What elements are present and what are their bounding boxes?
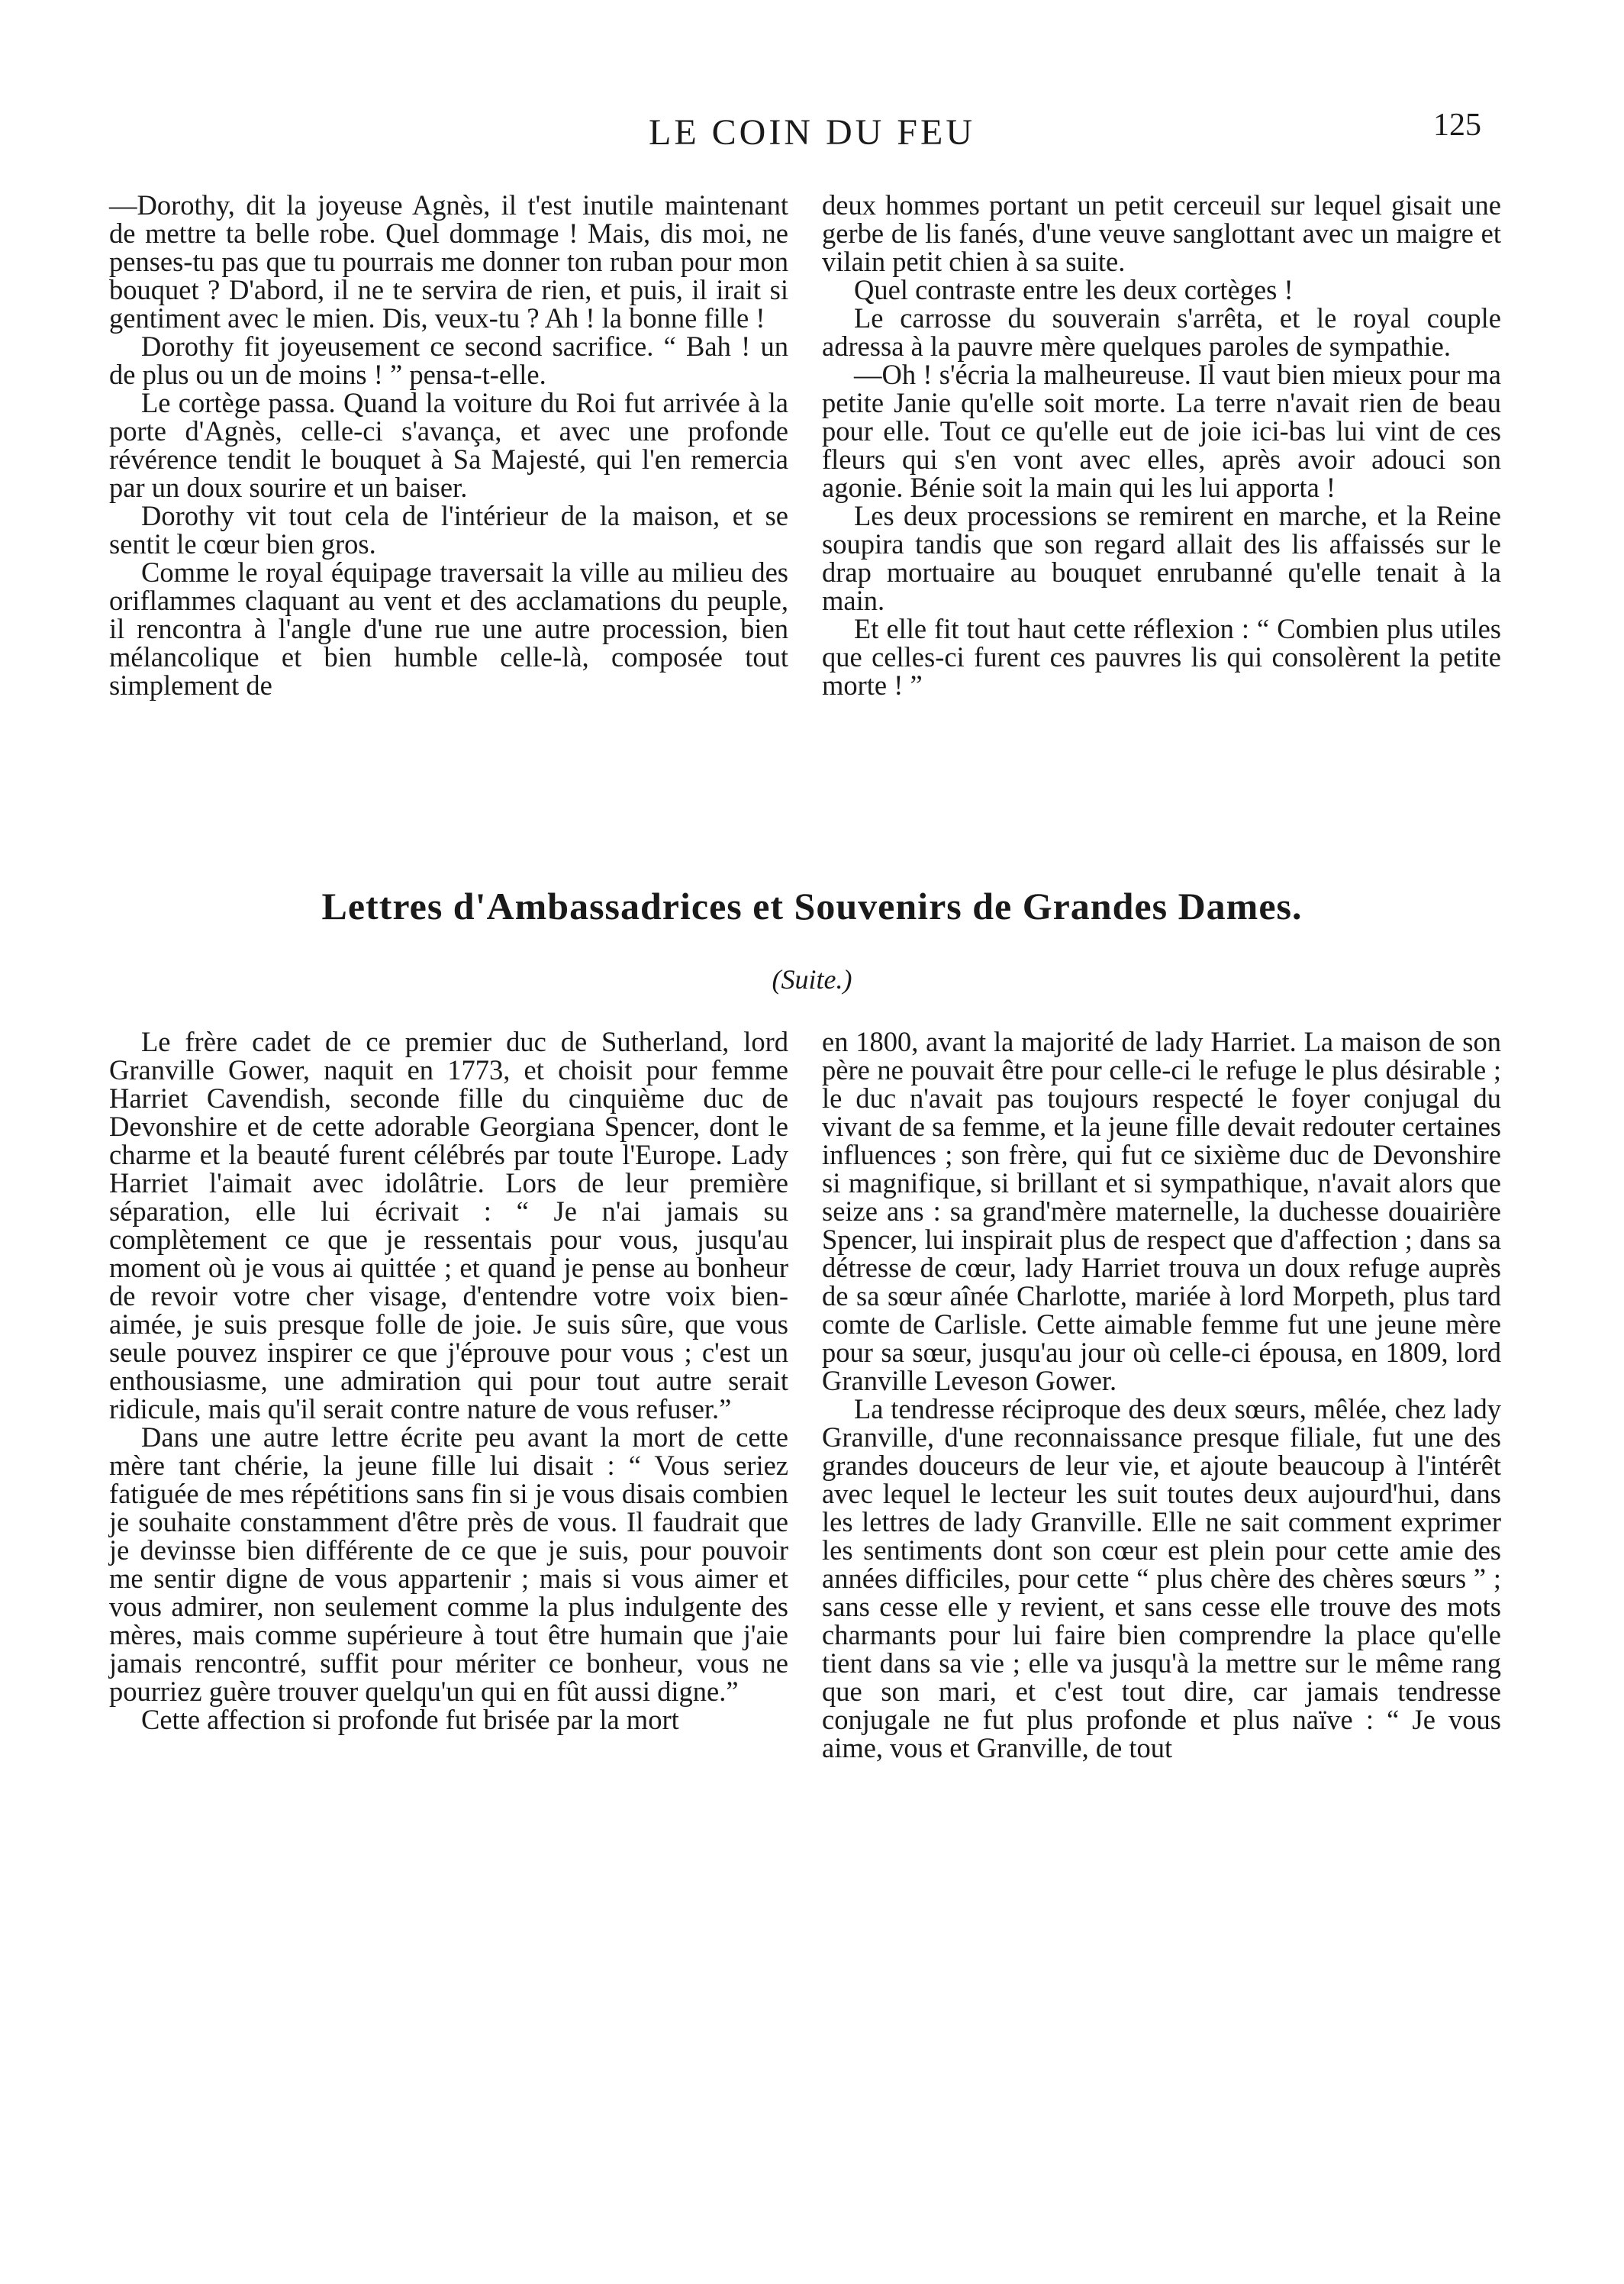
- article-column-left: [109, 1027, 788, 1734]
- story-column-left: [109, 191, 788, 699]
- story-paragraph: deux hommes portant un petit cerceuil sur lequel gisait une gerbe de lis fanés, d'une veuve sanglottant avec un maigre et vilain petit chien à sa suite.: [822, 189, 1501, 277]
- story-paragraph: Dorothy vit tout cela de l'intérieur de la maison, et se sentit le cœur bien gros.: [109, 500, 788, 560]
- article-column-right: [822, 1027, 1501, 1762]
- story-paragraph: Comme le royal équipage traversait la ville au milieu des oriflammes claquant au vent et des acclamations du peuple, il rencontra à l'angle d'une rue une autre procession, bien mélancolique et bien humble celle-là, composée tout simplement de: [109, 556, 788, 701]
- story-paragraph: Le cortège passa. Quand la voiture du Roi fut arrivée à la porte d'Agnès, celle-ci s'avança, et avec une profonde révérence tendit le bouquet à Sa Majesté, qui l'en remercia par un doux sourire et un baiser.: [109, 387, 788, 503]
- article-paragraph: Dans une autre lettre écrite peu avant la mort de cette mère tant chérie, la jeune fille lui disait : “ Vous seriez fatiguée de mes répétitions sans fin si je vous disais combien je souhaite constamment d'être près de vous. Il faudrait que je devinsse bien différente de ce que je suis, pour pouvoir me sentir digne de vous appartenir ; mais si vous aimer et vous admirer, non seulement comme la plus indulgente des mères, mais comme supérieure à tout être humain que j'aie jamais rencontré, suffit pour mériter ce bonheur, vous ne pourriez guère trouver quelqu'un qui en fût aussi digne.”: [109, 1421, 788, 1707]
- story-paragraph: —Dorothy, dit la joyeuse Agnès, il t'est inutile maintenant de mettre ta belle robe. Quel dommage ! Mais, dis moi, ne penses-tu pas que tu pourrais me donner ton ruban pour mon bouquet ? D'abord, il ne te servira de rien, et puis, il irait si gentiment avec le mien. Dis, veux-tu ? Ah ! la bonne fille !: [109, 189, 788, 334]
- story-paragraph: —Oh ! s'écria la malheureuse. Il vaut bien mieux pour ma petite Janie qu'elle soit morte. La terre n'avait rien de beau pour elle. Tout ce qu'elle eut de joie ici-bas lui vint de ces fleurs qui s'en vont avec elles, après avoir adouci son agonie. Bénie soit la main qui les lui apporta !: [822, 359, 1501, 503]
- article-subtitle: (Suite.): [772, 964, 852, 995]
- article-paragraph: La tendresse réciproque des deux sœurs, mêlée, chez lady Granville, d'une reconnaissance presque filiale, fut une des grandes douceurs de leur vie, et ajoute beaucoup à l'intérêt avec lequel le lecteur les suit toutes deux aujourd'hui, dans les lettres de lady Granville. Elle ne sait comment exprimer les sentiments dont son cœur est plein pour cette amie des années difficiles, pour cette “ plus chère des chères sœurs ” ; sans cesse elle y revient, et sans cesse elle trouve des mots charmants pour lui faire bien comprendre la place qu'elle tient dans sa vie ; elle va jusqu'à la mettre sur le même rang que son mari, et c'est tout dire, car jamais tendresse conjugale ne fut plus profonde et plus naïve : “ Je vous aime, vous et Granville, de tout: [822, 1393, 1501, 1763]
- article-paragraph: en 1800, avant la majorité de lady Harriet. La maison de son père ne pouvait être pour celle-ci le refuge le plus désirable ; le duc n'avait pas toujours respecté le foyer conjugal du vivant de sa femme, et la jeune fille devait redouter certaines influences ; son frère, qui fut ce sixième duc de Devonshire si magnifique, si brillant et si sympathique, n'avait alors que seize ans : sa grand'mère maternelle, la duchesse douairière Spencer, lui inspirait plus de respect que d'affection ; dans sa détresse de cœur, lady Harriet trouva un doux refuge auprès de sa sœur aînée Charlotte, mariée à lord Morpeth, plus tard comte de Carlisle. Cette aimable femme fut une jeune mère pour sa sœur, jusqu'au jour où celle-ci épousa, en 1809, lord Granville Leveson Gower.: [822, 1026, 1501, 1396]
- article-paragraph: Cette affection si profonde fut brisée par la mort: [141, 1704, 679, 1735]
- story-paragraph: Le carrosse du souverain s'arrêta, et le royal couple adressa à la pauvre mère quelques paroles de sympathie.: [822, 302, 1501, 362]
- story-paragraph: Dorothy fit joyeusement ce second sacrifice. “ Bah ! un de plus ou un de moins ! ” pensa-t-elle.: [109, 331, 788, 390]
- article-title: Lettres d'Ambassadrices et Souvenirs de Grandes Dames.: [321, 885, 1303, 927]
- article-paragraph: Le frère cadet de ce premier duc de Sutherland, lord Granville Gower, naquit en 1773, et choisit pour femme Harriet Cavendish, seconde fille du cinquième duc de Devonshire et de cette adorable Georgiana Spencer, dont le charme et la beauté furent célébrés par toute l'Europe. Lady Harriet l'aimait avec idolâtrie. Lors de leur première séparation, elle lui écrivait : “ Je n'ai jamais su complètement ce que je ressentais pour vous, jusqu'au moment où je vous ai quittée ; et quand je pense au bonheur de revoir votre cher visage, d'entendre votre voix bien-aimée, je suis presque folle de joie. Je suis sûre, que vous seule pouvez inspirer ce que j'éprouve pour vous ; c'est un enthousiasme, une admiration qui pour tout autre serait ridicule, mais qu'il serait contre nature de vous refuser.”: [109, 1026, 788, 1424]
- story-column-right: [822, 191, 1501, 699]
- story-paragraph: Et elle fit tout haut cette réflexion : “ Combien plus utiles que celles-ci furent ces pauvres lis qui consolèrent la petite morte ! ”: [822, 613, 1501, 701]
- story-paragraph: Quel contraste entre les deux cortèges !: [854, 274, 1294, 305]
- page-number: 125: [1433, 108, 1481, 143]
- running-head-title: LE COIN DU FEU: [649, 112, 975, 153]
- story-paragraph: Les deux processions se remirent en marche, et la Reine soupira tandis que son regard allait des lis affaissés sur le drap mortuaire au bouquet enrubanné qu'elle tenait à la main.: [822, 500, 1501, 616]
